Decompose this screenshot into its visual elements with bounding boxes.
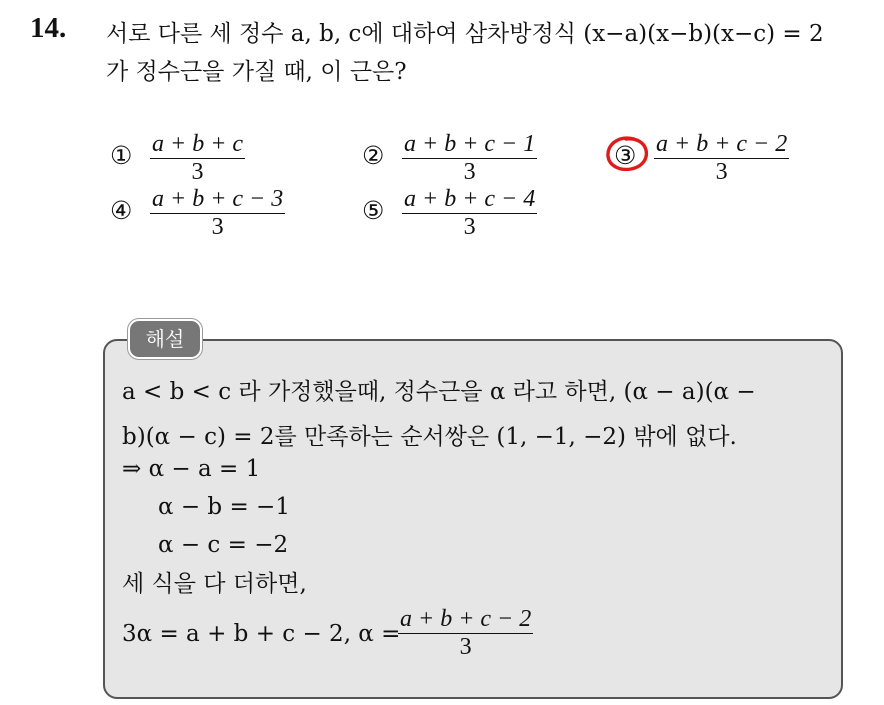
solution-line4: α − b = −1	[158, 494, 290, 520]
solution-final-fraction	[398, 606, 533, 661]
choice-1-fraction	[150, 131, 245, 186]
solution-line1: a < b < c 라 가정했을때, 정수근을 α 라고 하면, (α − a)(α −	[122, 379, 756, 405]
choice-5-mark: ⑤	[362, 196, 385, 225]
choice-4-fraction	[150, 186, 285, 241]
choice-1-numerator: a + b + c	[152, 131, 244, 157]
choice-2-numerator: a + b + c − 1	[404, 131, 536, 157]
solution-line7: 3α = a + b + c − 2, α =	[122, 621, 401, 647]
solution-line6: 세 식을 다 더하면,	[122, 571, 307, 597]
choice-1-denominator: 3	[191, 159, 204, 185]
choice-4-denominator: 3	[211, 214, 224, 240]
choice-1-mark: ①	[110, 141, 133, 170]
choice-4-numerator: a + b + c − 3	[152, 186, 284, 212]
choice-3-denominator: 3	[715, 159, 728, 185]
choice-3-mark: ③	[614, 141, 637, 170]
choice-4-mark: ④	[110, 196, 133, 225]
solution-tag: 해설	[128, 319, 202, 359]
choice-3-numerator: a + b + c − 2	[656, 131, 788, 157]
solution-line5: α − c = −2	[158, 532, 289, 558]
question-text-line1: 서로 다른 세 정수 a, b, c에 대하여 삼차방정식 (x−a)(x−b)(x−c) = 2	[106, 21, 824, 47]
solution-line2: b)(α − c) = 2를 만족하는 순서쌍은 (1, −1, −2) 밖에 없다.	[122, 424, 737, 450]
choice-2-denominator: 3	[463, 159, 476, 185]
solution-final-denominator: 3	[459, 634, 472, 660]
choice-2-fraction	[402, 131, 537, 186]
question-text-line2: 가 정수근을 가질 때, 이 근은?	[106, 59, 407, 85]
choice-3-fraction	[654, 131, 789, 186]
solution-final-numerator: a + b + c − 2	[400, 606, 532, 632]
answer-circle-mark	[604, 135, 650, 173]
solution-line3: ⇒ α − a = 1	[122, 456, 261, 482]
choice-5-fraction	[402, 186, 537, 241]
question-number: 14.	[30, 12, 67, 44]
choice-5-denominator: 3	[463, 214, 476, 240]
choice-2-mark: ②	[362, 141, 385, 170]
choice-5-numerator: a + b + c − 4	[404, 186, 536, 212]
